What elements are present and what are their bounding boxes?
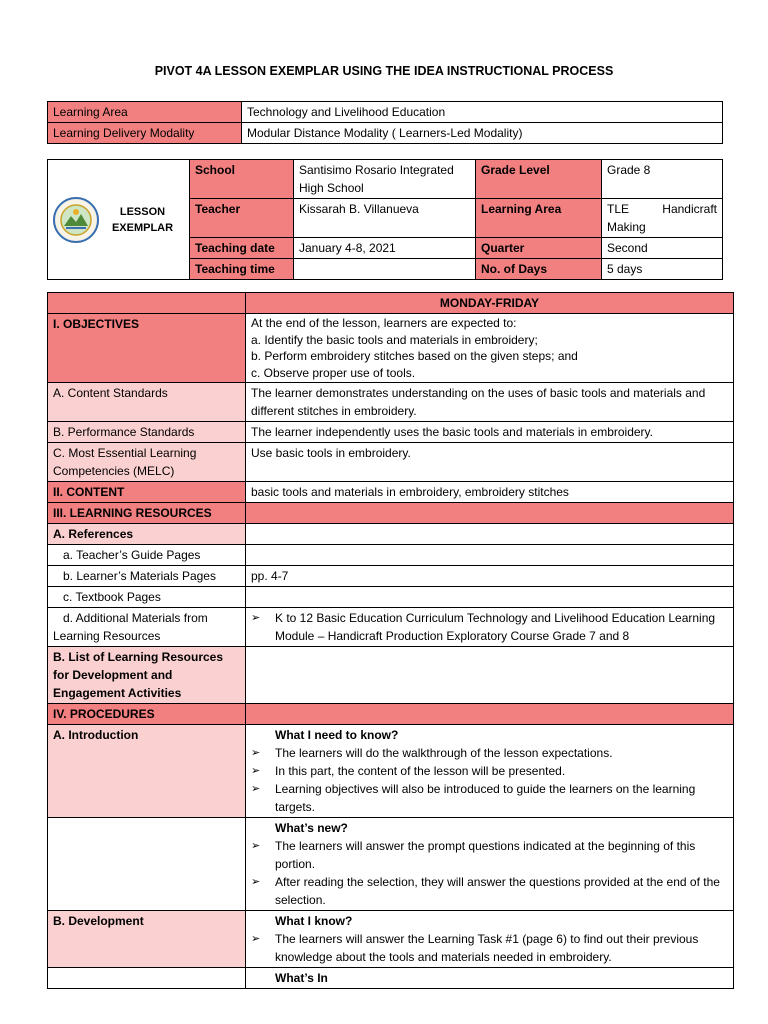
school-value: Santisimo Rosario Integrated High School bbox=[294, 160, 476, 199]
textbook-pages-label: c. Textbook Pages bbox=[48, 587, 246, 608]
additional-materials-line-2: Learning Resources bbox=[53, 629, 161, 643]
teaching-time-value bbox=[294, 259, 476, 280]
content-label: II. CONTENT bbox=[48, 482, 246, 503]
list-of-resources-label: B. List of Learning Resources for Development and Engagement Activities bbox=[48, 647, 246, 704]
procedures-label: IV. PROCEDURES bbox=[48, 704, 246, 725]
additional-materials-item: ➢ K to 12 Basic Education Curriculum Technology and Livelihood Education Learning Module – Handicraft Production Exploratory Course Grade 7 and 8 bbox=[251, 609, 728, 645]
modality-label: Learning Delivery Modality bbox=[48, 123, 242, 144]
lesson-exemplar-logo-cell bbox=[48, 160, 190, 280]
page-title: PIVOT 4A LESSON EXEMPLAR USING THE IDEA INSTRUCTIONAL PROCESS bbox=[154, 64, 614, 78]
what-i-know-heading: What I know? bbox=[275, 914, 353, 928]
introduction-value bbox=[246, 725, 734, 818]
grade-level-label: Grade Level bbox=[476, 160, 602, 199]
objectives-line: At the end of the lesson, learners are expected to: bbox=[251, 316, 517, 330]
teaching-time-label: Teaching time bbox=[190, 259, 294, 280]
objectives-line: c. Observe proper use of tools. bbox=[251, 365, 416, 380]
grade-level-value: Grade 8 bbox=[602, 160, 723, 199]
intro-item: ➢ The learners will do the walkthrough of the lesson expectations. bbox=[251, 744, 728, 762]
whats-in-value bbox=[246, 968, 734, 989]
objectives-value bbox=[246, 314, 734, 383]
learners-materials-value: pp. 4-7 bbox=[246, 566, 734, 587]
objectives-label: I. OBJECTIVES bbox=[48, 314, 246, 383]
quarter-label: Quarter bbox=[476, 238, 602, 259]
whats-new-value bbox=[246, 818, 734, 911]
learners-materials-label: b. Learner’s Materials Pages bbox=[48, 566, 246, 587]
teacher-label: Teacher bbox=[190, 199, 294, 238]
exemplar-label: EXEMPLAR bbox=[111, 221, 174, 234]
learning-area-label: Learning Area bbox=[48, 102, 242, 123]
whats-in-heading: What’s In bbox=[275, 971, 328, 985]
school-seal-icon bbox=[52, 196, 100, 244]
performance-standards-value: The learner independently uses the basic tools and materials in embroidery. bbox=[246, 422, 734, 443]
teaching-date-label: Teaching date bbox=[190, 238, 294, 259]
column-header: MONDAY-FRIDAY bbox=[246, 293, 734, 314]
learning-area-value: Technology and Livelihood Education bbox=[242, 102, 723, 123]
introduction-label: A. Introduction bbox=[48, 725, 246, 818]
references-label: A. References bbox=[48, 524, 246, 545]
school-label: School bbox=[190, 160, 294, 199]
objectives-line: b. Perform embroidery stitches based on the given steps; and bbox=[251, 349, 578, 363]
area-value-line-2: Making bbox=[607, 220, 646, 234]
intro-heading: What I need to know? bbox=[275, 728, 399, 742]
header-table bbox=[47, 159, 723, 280]
area-label: Learning Area bbox=[476, 199, 602, 238]
lesson-label: LESSON bbox=[119, 205, 166, 218]
days-label: No. of Days bbox=[476, 259, 602, 280]
performance-standards-label: B. Performance Standards bbox=[48, 422, 246, 443]
additional-materials-value bbox=[246, 608, 734, 647]
melc-label: C. Most Essential Learning Competencies (MELC) bbox=[48, 443, 246, 482]
content-value: basic tools and materials in embroidery, embroidery stitches bbox=[246, 482, 734, 503]
intro-item: ➢ In this part, the content of the lesson will be presented. bbox=[251, 762, 728, 780]
content-standards-label: A. Content Standards bbox=[48, 383, 246, 422]
teacher-value: Kissarah B. Villanueva bbox=[294, 199, 476, 238]
days-value: 5 days bbox=[602, 259, 723, 280]
lesson-table bbox=[47, 292, 734, 989]
whats-new-heading: What’s new? bbox=[275, 821, 348, 835]
modality-value: Modular Distance Modality ( Learners-Led Modality) bbox=[242, 123, 723, 144]
development-value bbox=[246, 911, 734, 968]
whats-new-item: ➢ After reading the selection, they will answer the questions provided at the end of the selection. bbox=[251, 873, 728, 909]
learning-resources-label: III. LEARNING RESOURCES bbox=[48, 503, 246, 524]
teaching-date-value: January 4-8, 2021 bbox=[294, 238, 476, 259]
area-value bbox=[602, 199, 723, 238]
whats-new-item: ➢ The learners will answer the prompt questions indicated at the beginning of this portion. bbox=[251, 837, 728, 873]
additional-materials-label bbox=[48, 608, 246, 647]
area-value-line-1: TLE Handicraft bbox=[607, 202, 717, 216]
development-label: B. Development bbox=[48, 911, 246, 968]
additional-materials-line-1: d. Additional Materials from bbox=[63, 611, 208, 625]
what-i-know-item: ➢ The learners will answer the Learning Task #1 (page 6) to find out their previous knowledge about the tools and materials needed in embroidery. bbox=[251, 930, 728, 966]
intro-item: ➢ Learning objectives will also be introduced to guide the learners on the learning targets. bbox=[251, 780, 728, 816]
info-table bbox=[47, 101, 723, 144]
teachers-guide-label: a. Teacher’s Guide Pages bbox=[48, 545, 246, 566]
melc-value: Use basic tools in embroidery. bbox=[246, 443, 734, 482]
objectives-line: a. Identify the basic tools and materials in embroidery; bbox=[251, 332, 538, 347]
quarter-value: Second bbox=[602, 238, 723, 259]
content-standards-value: The learner demonstrates understanding on the uses of basic tools and materials and different stitches in embroidery. bbox=[246, 383, 734, 422]
